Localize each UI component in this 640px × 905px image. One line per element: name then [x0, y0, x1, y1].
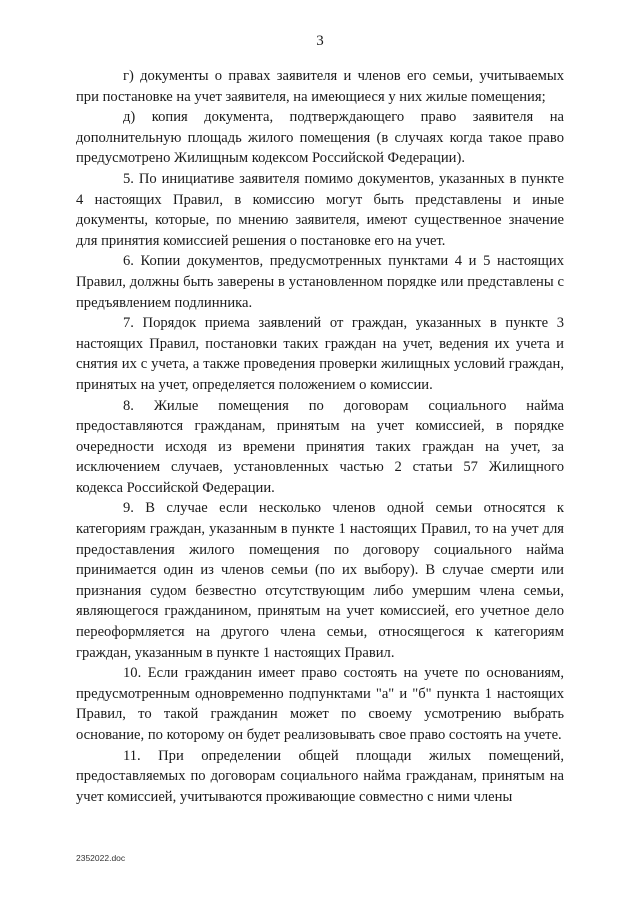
page-number: 3	[316, 33, 324, 49]
paragraph-11: 11. При определении общей площади жилых помещений, предоставляемых по договорам социального найма гражданам, принятым на учет комиссией, учитываются проживающие совместно с ними члены	[76, 747, 564, 805]
paragraph-4g: г) документы о правах заявителя и членов его семьи, учитываемых при постановке на учет заявителя, на имеющиеся у них жилые помещения;	[76, 68, 564, 105]
document-body	[76, 66, 564, 807]
paragraph-6: 6. Копии документов, предусмотренных пунктами 4 и 5 настоящих Правил, должны быть заверены в установленном порядке или представлены с предъявлением подлинника.	[76, 253, 564, 311]
paragraph-7: 7. Порядок приема заявлений от граждан, указанных в пункте 3 настоящих Правил, постановки таких граждан на учет, ведения их учета и снятия их с учета, а также проведения проверки жилищных условий граждан, принятых на учет, определяется положением о комиссии.	[76, 315, 564, 393]
paragraph-4d: д) копия документа, подтверждающего право заявителя на дополнительную площадь жилого помещения (в случаях когда такое право предусмотрено Жилищным кодексом Российской Федерации).	[76, 109, 564, 167]
paragraph-5: 5. По инициативе заявителя помимо документов, указанных в пункте 4 настоящих Правил, в комиссию могут быть представлены и иные документы, которые, по мнению заявителя, имеют существенное значение для принятия комиссией решения о постановке его на учет.	[76, 170, 564, 249]
file-name-footer: 2352022.doc	[76, 853, 126, 863]
paragraph-8: 8. Жилые помещения по договорам социального найма предоставляются гражданам, принятым на учет комиссией, в порядке очередности исходя из времени принятия таких граждан на учет, за исключением случаев, установленных частью 2 статьи 57 Жилищного кодекса Российской Федерации.	[76, 397, 564, 496]
paragraph-9: 9. В случае если несколько членов одной семьи относятся к категориям граждан, указанным в пункте 1 настоящих Правил, то на учет для предоставления жилого помещения по договору социального найма принимается один из членов семьи (по их выбору). В случае смерти или признания судом безвестно отсутствующим либо умершим члена семьи, являющегося гражданином, принятым на учет комиссией, его учетное дело переоформляется на другого члена семьи, относящегося к категориям граждан, указанным в пункте 1 настоящих Правил.	[76, 500, 564, 661]
paragraph-10: 10. Если гражданин имеет право состоять на учете по основаниям, предусмотренным одновременно подпунктами "а" и "б" пункта 1 настоящих Правил, то такой гражданин может по своему усмотрению выбрать основание, по которому он будет реализовывать свое право состоять на учете.	[76, 665, 564, 743]
